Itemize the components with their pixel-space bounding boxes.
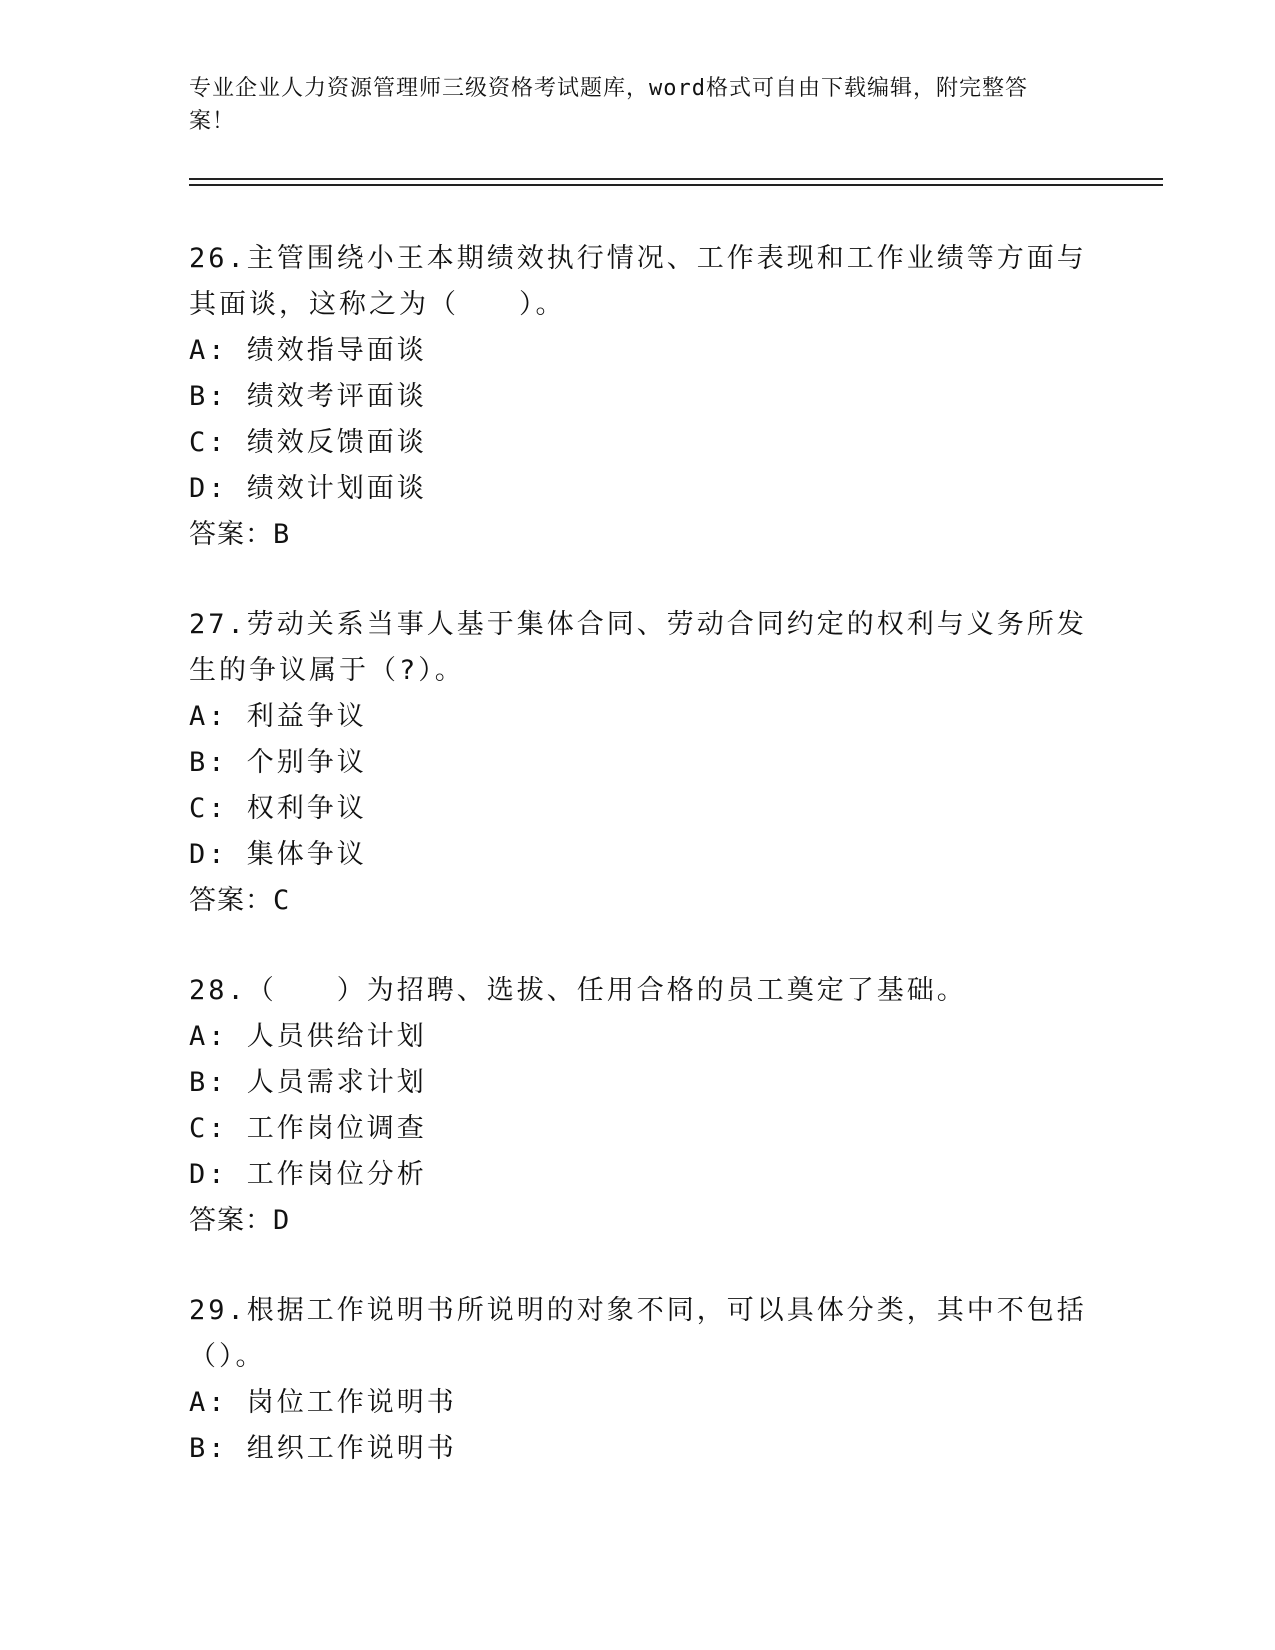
question-text: 28.（ ）为招聘、选拔、任用合格的员工奠定了基础。	[189, 975, 967, 1006]
answer-line	[189, 878, 1089, 924]
option-a: A: 岗位工作说明书	[189, 1387, 457, 1418]
document-header: 专业企业人力资源管理师三级资格考试题库，word格式可自由下载编辑，附完整答案！	[189, 76, 1028, 134]
option-b: B: 组织工作说明书	[189, 1433, 457, 1464]
question-26	[189, 236, 1089, 558]
option-b: B: 人员需求计划	[189, 1067, 427, 1098]
option-d: D: 集体争议	[189, 839, 367, 870]
option-a: A: 人员供给计划	[189, 1021, 427, 1052]
header-divider-top	[189, 178, 1163, 180]
answer-label: 答案：	[189, 1205, 273, 1236]
option-d: D: 工作岗位分析	[189, 1159, 427, 1190]
option-a: A: 绩效指导面谈	[189, 335, 427, 366]
option-c: C: 权利争议	[189, 793, 367, 824]
question-29	[189, 1288, 1089, 1472]
answer-line	[189, 512, 1089, 558]
answer-value: D	[273, 1205, 291, 1236]
answer-value: C	[273, 885, 291, 916]
question-text: 29.根据工作说明书所说明的对象不同，可以具体分类，其中不包括（）。	[189, 1295, 1087, 1372]
question-text: 27.劳动关系当事人基于集体合同、劳动合同约定的权利与义务所发生的争议属于（?）。	[189, 609, 1087, 686]
question-list	[189, 236, 1089, 1516]
question-28	[189, 968, 1089, 1244]
question-text: 26.主管围绕小王本期绩效执行情况、工作表现和工作业绩等方面与其面谈，这称之为（ ）。	[189, 243, 1087, 320]
option-b: B: 绩效考评面谈	[189, 381, 427, 412]
answer-line	[189, 1198, 1089, 1244]
option-a: A: 利益争议	[189, 701, 367, 732]
option-d: D: 绩效计划面谈	[189, 473, 427, 504]
answer-label: 答案：	[189, 519, 273, 550]
option-c: C: 绩效反馈面谈	[189, 427, 427, 458]
option-c: C: 工作岗位调查	[189, 1113, 427, 1144]
answer-value: B	[273, 519, 291, 550]
question-27	[189, 602, 1089, 924]
option-b: B: 个别争议	[189, 747, 367, 778]
header-divider-bottom	[189, 184, 1163, 186]
answer-label: 答案：	[189, 885, 273, 916]
